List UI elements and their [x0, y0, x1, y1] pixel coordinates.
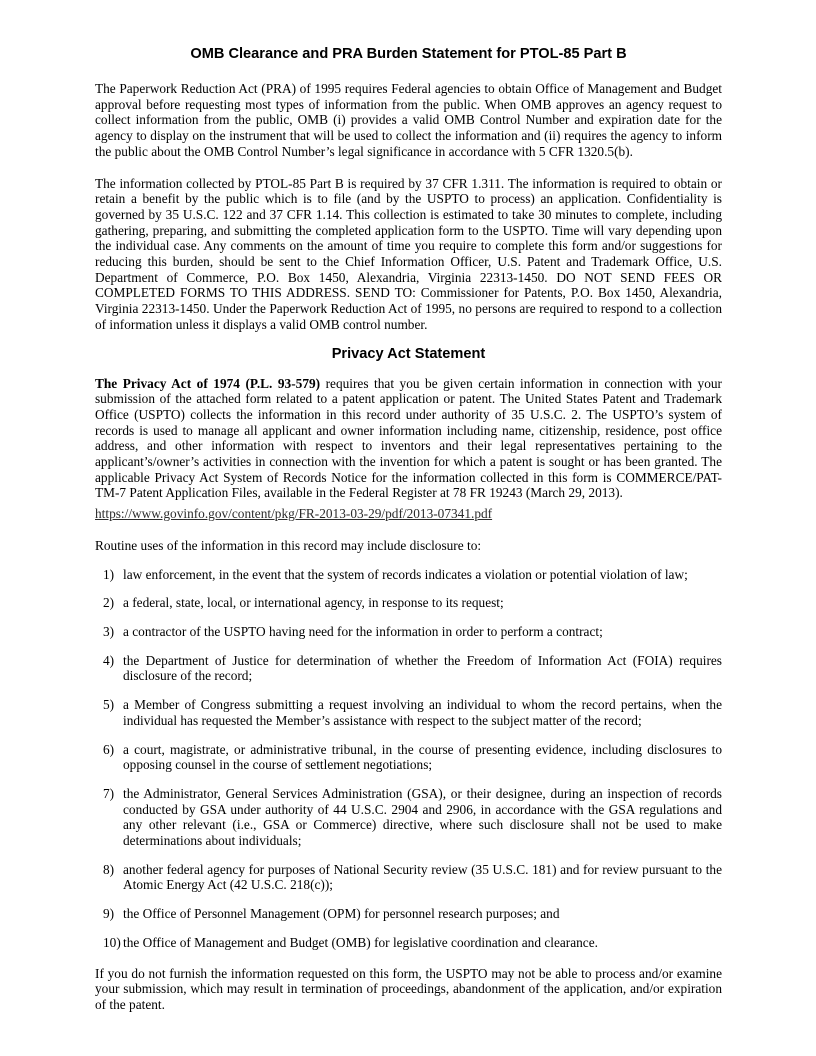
item-number: 5) — [103, 697, 115, 713]
item-number: 4) — [103, 652, 115, 668]
item-text: a court, magistrate, or administrative tribunal, in the course of presenting evidence, including disclosures to opposing counsel in the course of settlement negotiations; — [123, 741, 722, 773]
routine-uses-intro: Routine uses of the information in this record may include disclosure to: — [95, 537, 482, 553]
routine-use-item-5 — [103, 697, 722, 728]
document-title: OMB Clearance and PRA Burden Statement for PTOL-85 Part B — [190, 46, 627, 62]
privacy-act-heading: Privacy Act Statement — [331, 345, 486, 362]
routine-use-item-6 — [103, 742, 722, 773]
item-text: a contractor of the USPTO having need for the information in order to perform a contract; — [123, 623, 603, 639]
routine-use-item-8 — [103, 862, 722, 893]
item-number: 7) — [103, 785, 115, 801]
item-number: 6) — [103, 741, 115, 757]
item-number: 1) — [103, 566, 115, 582]
routine-use-item-7 — [103, 786, 722, 849]
routine-use-item-2 — [103, 595, 722, 611]
item-text: law enforcement, in the event that the system of records indicates a violation or potential violation of law; — [123, 566, 688, 582]
closing-paragraph: If you do not furnish the information requested on this form, the USPTO may not be able to process and/or examine your submission, which may result in termination of proceedings, abandonment of the application, and/or expiration of the patent. — [95, 965, 722, 1012]
routine-use-item-3 — [103, 624, 722, 640]
routine-use-item-9 — [103, 906, 722, 922]
federal-register-link-line — [95, 506, 722, 522]
item-text: the Office of Personnel Management (OPM) for personnel research purposes; and — [123, 906, 560, 922]
routine-use-item-1 — [103, 567, 722, 583]
privacy-act-lead-rest: requires that you be given certain information in connection with your submission of the attached form related to a patent application or patent. The United States Patent and Trademark Office (USPTO) collects the information in this record under authority of 35 U.S.C. 2. The USPTO’s system of records is used to manage all applicant and owner information including name, citizenship, residence, post office address, and other information with respect to inventors and their legal representatives pertaining to the applicant’s/owner’s activities in connection with the invention for which a patent is sought or has been granted. The applicable Privacy Act System of Records Notice for the information collected in this form is COMMERCE/PAT-TM-7 Patent Application Files, available in the Federal Register at 78 FR 19243 (March 29, 2013). — [95, 375, 722, 501]
item-text: a federal, state, local, or international agency, in response to its request; — [123, 595, 504, 611]
routine-use-item-10 — [103, 935, 722, 951]
item-text: the Department of Justice for determination of whether the Freedom of Information Act (FOIA) requires disclosure of the record; — [123, 652, 722, 684]
pra-paragraph-1: The Paperwork Reduction Act (PRA) of 1995 requires Federal agencies to obtain Office of Management and Budget approval before requesting most types of information from the public. When OMB approves an agency request to collect information from the public, OMB (i) provides a valid OMB Control Number and expiration date for the agency to display on the instrument that will be used to collect the information and (ii) requires the agency to inform the public about the OMB Control Number’s legal significance in accordance with 5 CFR 1320.5(b). — [95, 81, 722, 159]
item-text: another federal agency for purposes of National Security review (35 U.S.C. 181) and for review pursuant to the Atomic Energy Act (42 U.S.C. 218(c)); — [123, 861, 722, 893]
item-number: 8) — [103, 861, 115, 877]
routine-use-item-4 — [103, 653, 722, 684]
item-number: 9) — [103, 906, 115, 922]
federal-register-link[interactable]: https://www.govinfo.gov/content/pkg/FR-2013-03-29/pdf/2013-07341.pdf — [95, 506, 493, 522]
routine-uses-list — [103, 567, 722, 951]
item-number: 10) — [103, 934, 121, 950]
item-text: a Member of Congress submitting a request involving an individual to whom the record pertains, when the individual has requested the Member’s assistance with respect to the subject matter of the record; — [123, 697, 722, 728]
privacy-act-paragraph — [95, 376, 722, 502]
item-text: the Office of Management and Budget (OMB) for legislative coordination and clearance. — [123, 934, 598, 950]
item-number: 3) — [103, 623, 115, 639]
item-text: the Administrator, General Services Administration (GSA), or their designee, during an inspection of records conducted by GSA under authority of 44 U.S.C. 2904 and 2906, in accordance with the GSA regulations and any other relevant (i.e., GSA or Commerce) directive, where such disclosure shall not be used to make determinations about individuals; — [123, 785, 722, 849]
privacy-act-lead-bold: The Privacy Act of 1974 (P.L. 93-579) — [95, 375, 321, 391]
item-number: 2) — [103, 595, 115, 611]
pra-paragraph-2: The information collected by PTOL-85 Part B is required by 37 CFR 1.311. The information is required to obtain or retain a benefit by the public which is to file (and by the USPTO to process) an application. Confidentiality is governed by 35 U.S.C. 122 and 37 CFR 1.14. This collection is estimated to take 30 minutes to complete, including gathering, preparing, and submitting the completed application form to the USPTO. Time will vary depending upon the individual case. Any comments on the amount of time you require to complete this form and/or suggestions for reducing this burden, should be sent to the Chief Information Officer, U.S. Patent and Trademark Office, U.S. Department of Commerce, P.O. Box 1450, Alexandria, Virginia 22313-1450. DO NOT SEND FEES OR COMPLETED FORMS TO THIS ADDRESS. SEND TO: Commissioner for Patents, P.O. Box 1450, Alexandria, Virginia 22313-1450. Under the Paperwork Reduction Act of 1995, no persons are required to respond to a collection of information unless it displays a valid OMB control number. — [95, 175, 722, 332]
